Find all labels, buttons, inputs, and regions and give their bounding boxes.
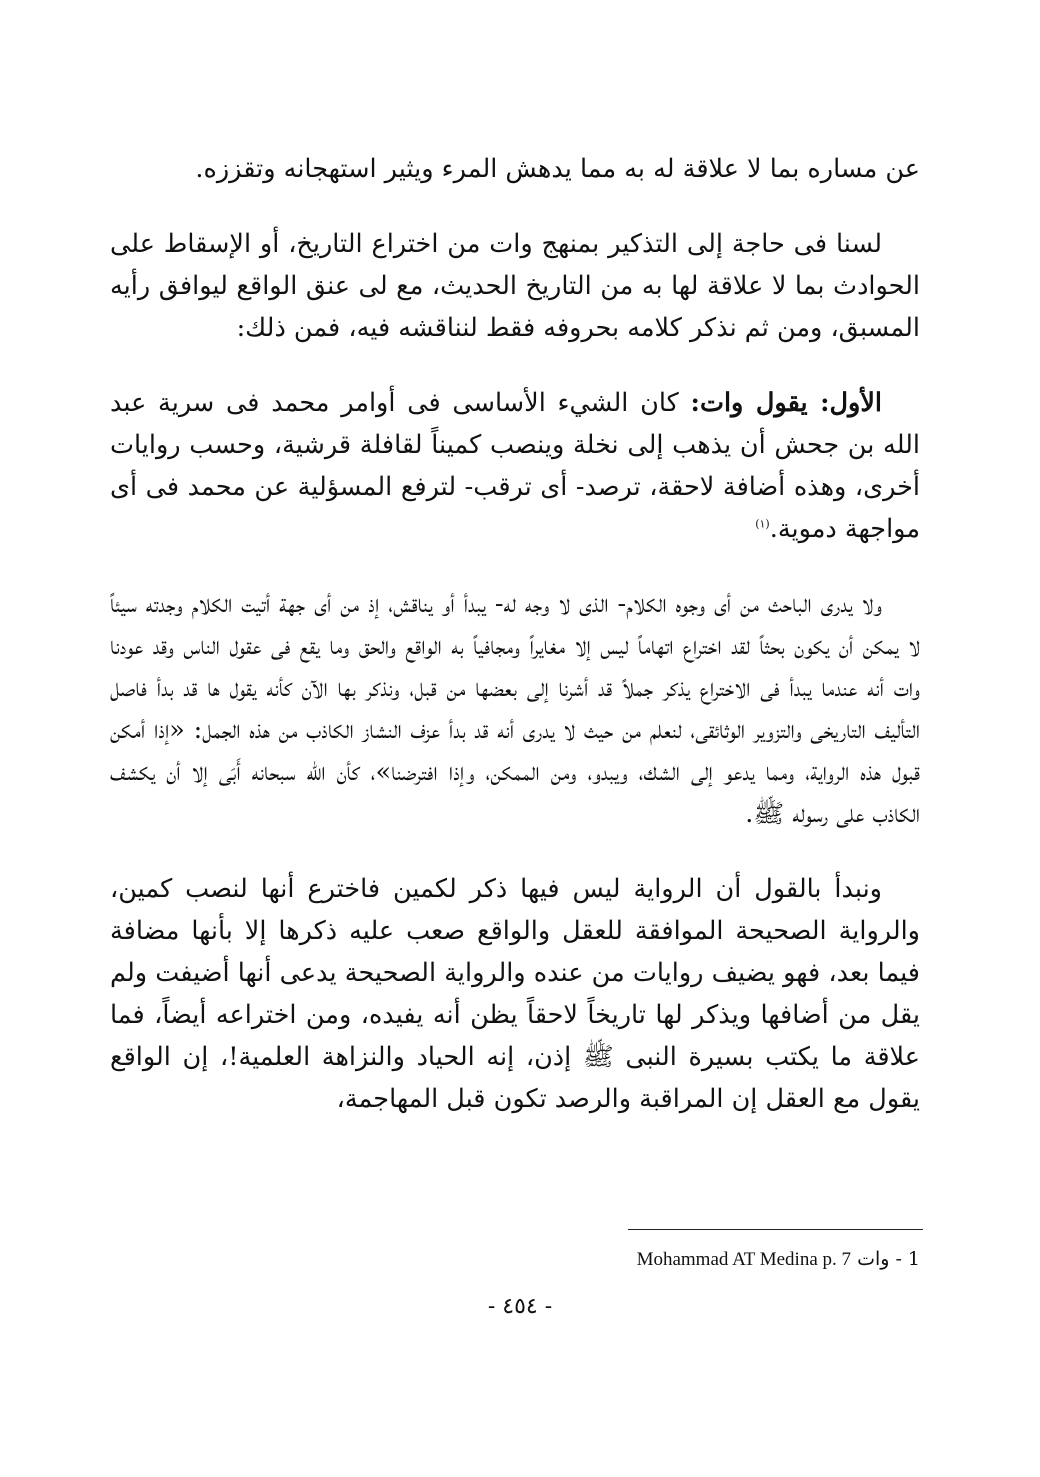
- footnote-marker: 1 - وات: [857, 1248, 920, 1270]
- paragraph-3-text: كان الشيء الأساسى فى أوامر محمد فى سرية عبد الله بن جحش أن يذهب إلى نخلة وينصب كميناً لقافلة قرشية، وحسب روايات أخرى، وهذه أضافة لاحقة، ترصد- أى ترقب- لترفع المسؤلية عن محمد فى أى مواجهة دموية.: [110, 388, 920, 544]
- footnote-divider: [628, 1229, 923, 1230]
- paragraph-2: لسنا فى حاجة إلى التذكير بمنهج وات من اختراع التاريخ، أو الإسقاط على الحوادث بما لا علاقة لها به من التاريخ الحديث، مع لى عنق الواقع ليوافق رأيه المسبق، ومن ثم نذكر كلامه بحروفه فقط لنناقشه فيه، فمن ذلك:: [110, 229, 920, 343]
- paragraph-3-lead: الأول: يقول وات:: [690, 388, 883, 418]
- paragraph-4: ولا يدرى الباحث من أى وجوه الكلام- الذى لا وجه له- يبدأ أو يناقش، إذ من أى جهة أتيت الكلام وجدته سيئاً لا يمكن أن يكون بحثاً لقد اختراع اتهاماً ليس إلا مغايراً ومجافياً به الواقع والحق وما يقع فى عقول الناس وقد عودنا وات أنه عندما يبدأ فى الاختراع يذكر جملاً قد أشرنا إلى بعضها من قبل، ونذكر بها الآن كأنه يقول ها قد بدأ فاصل التأليف التاريخى والتزوير الوثائقى، لنعلم من حيث لا يدرى أنه قد بدأ عزف النشاز الكاذب من هذه الجمل: «إذا أمكن قبول هذه الرواية، ومما يدعو إلى الشك، ويبدو، ومن الممكن، وإذا افترضنا»، كأن الله سبحانه أَبَى إلا أن يكشف الكاذب على رسوله ﷺ.: [110, 589, 920, 829]
- paragraph-5: ونبدأ بالقول أن الرواية ليس فيها ذكر لكمين فاخترع أنها لنصب كمين، والرواية الصحيحة الموافقة للعقل والواقع صعب عليه ذكرها إلا بأنها مضافة فيما بعد، فهو يضيف روايات من عنده والرواية الصحيحة يدعى أنها أضيفت ولم يقل من أضافها ويذكر لها تاريخاً لاحقاً يظن أنه يفيده، ومن اختراعه أيضاً، فما علاقة ما يكتب بسيرة النبى ﷺ إذن، إنه الحياد والنزاهة العلمية!، إن الواقع يقول مع العقل إن المراقبة والرصد تكون قبل المهاجمة،: [110, 874, 920, 1114]
- paragraph-1: عن مساره بما لا علاقة له به مما يدهش المرء ويثير استهجانه وتقززه.: [195, 154, 920, 184]
- footnote-source: Mohammad AT Medina p. 7: [636, 1249, 852, 1270]
- footnote: [614, 1246, 920, 1273]
- footnote-reference[interactable]: (١): [755, 517, 770, 531]
- main-text: [110, 148, 920, 1120]
- page-number: - ٤٥٤ -: [487, 1294, 553, 1319]
- paragraph-3: [110, 382, 920, 550]
